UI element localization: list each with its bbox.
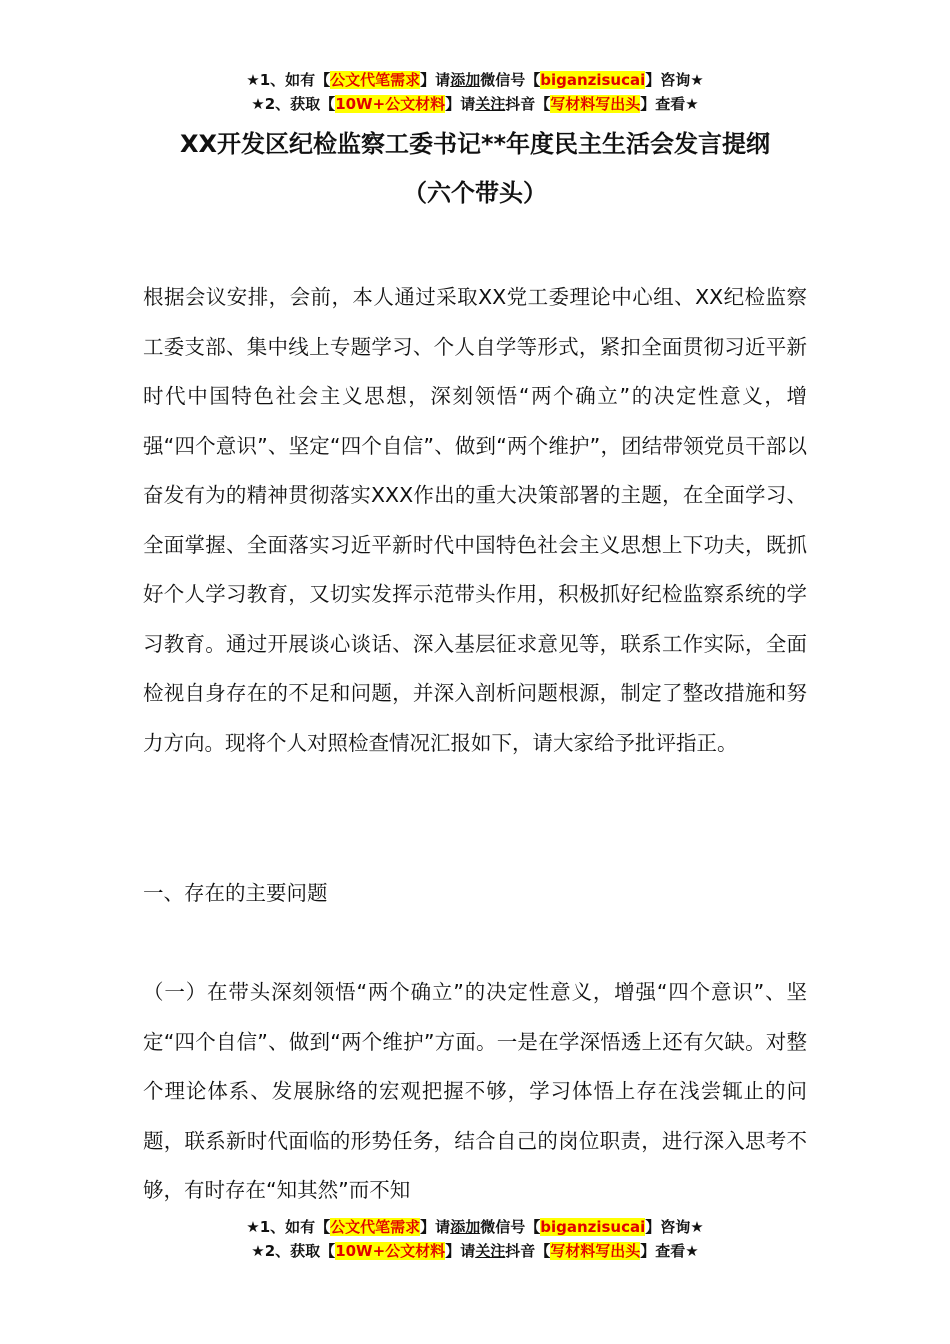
document-subtitle: （六个带头） [403, 179, 547, 207]
document-title: XX开发区纪检监察工委书记**年度民主生活会发言提纲 [179, 130, 771, 158]
promo-line-1: ★1、如有【公文代笔需求】请添加微信号【biganzisucai】咨询★ [246, 1218, 704, 1236]
promo-banner-top [0, 68, 950, 116]
promo-highlight: 10W+公文材料 [335, 95, 446, 113]
promo-highlight: biganzisucai [540, 1218, 646, 1236]
promo-banner-bottom [0, 1215, 950, 1263]
section-paragraph: （一）在带头深刻领悟“两个确立”的决定性意义，增强“四个意识”、坚定“四个自信”、做到“两个维护”方面。一是在学深悟透上还有欠缺。对整个理论体系、发展脉络的宏观把握不够，学习体悟上存在浅尝辄止的问题，联系新时代面临的形势任务，结合自己的岗位职责，进行深入思考不够，有时存在“知其然”而不知 [143, 980, 807, 1202]
promo-highlight: 写材料写出头 [550, 1242, 641, 1260]
promo-line-2: ★2、获取【10W+公文材料】请关注抖音【写材料写出头】查看★ [251, 95, 699, 113]
promo-line-1: ★1、如有【公文代笔需求】请添加微信号【biganzisucai】咨询★ [246, 71, 704, 89]
promo-line-2: ★2、获取【10W+公文材料】请关注抖音【写材料写出头】查看★ [251, 1242, 699, 1260]
promo-highlight: 写材料写出头 [550, 95, 641, 113]
promo-highlight: biganzisucai [540, 71, 646, 89]
intro-paragraph: 根据会议安排，会前，本人通过采取XX党工委理论中心组、XX纪检监察工委支部、集中线上专题学习、个人自学等形式，紧扣全面贯彻习近平新时代中国特色社会主义思想，深刻领悟“两个确立”的决定性意义，增强“四个意识”、坚定“四个自信”、做到“两个维护”，团结带领党员干部以奋发有为的精神贯彻落实XXX作出的重大决策部署的主题，在全面学习、全面掌握、全面落实习近平新时代中国特色社会主义思想上下功夫，既抓好个人学习教育，又切实发挥示范带头作用，积极抓好纪检监察系统的学习教育。通过开展谈心谈话、深入基层征求意见等，联系工作实际，全面检视自身存在的不足和问题，并深入剖析问题根源，制定了整改措施和努力方向。现将个人对照检查情况汇报如下，请大家给予批评指正。 [143, 285, 807, 755]
promo-highlight: 公文代笔需求 [330, 1218, 421, 1236]
section-heading: 一、存在的主要问题 [143, 881, 328, 905]
promo-highlight: 10W+公文材料 [335, 1242, 446, 1260]
promo-highlight: 公文代笔需求 [330, 71, 421, 89]
